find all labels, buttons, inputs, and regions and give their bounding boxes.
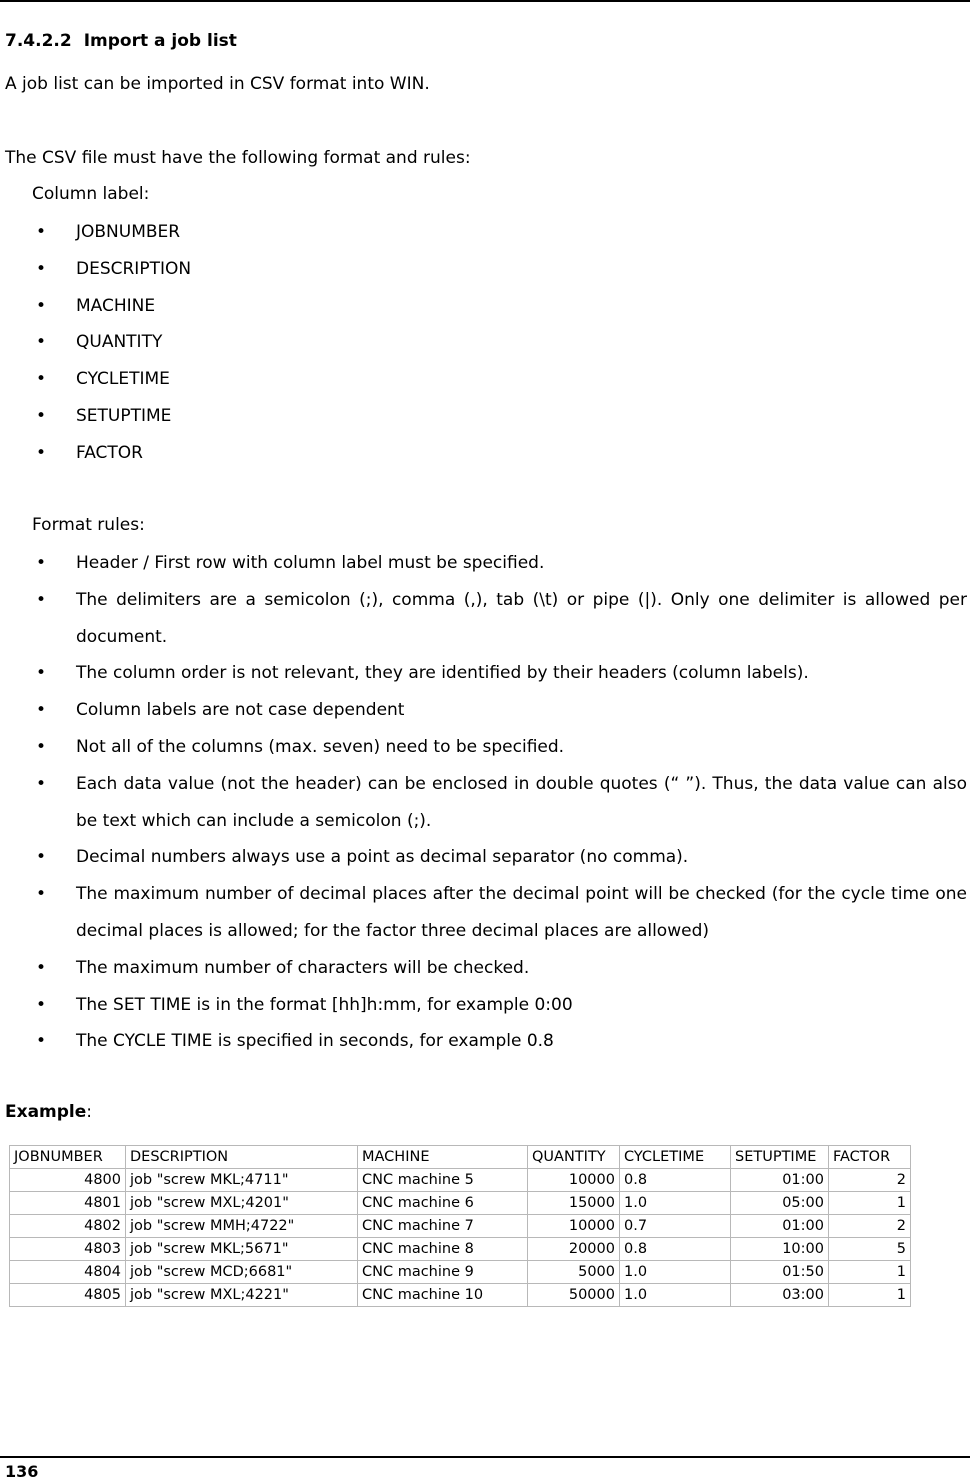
list-item: • MACHINE bbox=[0, 288, 970, 325]
list-item: • The SET TIME is in the format [hh]h:mm, for example 0:00 bbox=[0, 987, 970, 1024]
table-row bbox=[10, 1215, 911, 1238]
table-cell: 20000 bbox=[528, 1238, 620, 1261]
section-number: 7.4.2.2 bbox=[5, 31, 72, 51]
format-rules-list bbox=[0, 545, 970, 1060]
intro-paragraph: A job list can be imported in CSV format into WIN. bbox=[5, 74, 430, 94]
table-cell: 1 bbox=[829, 1284, 911, 1307]
column-header: MACHINE bbox=[358, 1146, 528, 1169]
table-row bbox=[10, 1192, 911, 1215]
list-item: • The column order is not relevant, they are identified by their headers (column labels). bbox=[0, 655, 970, 692]
table-cell: job "screw MCD;6681" bbox=[126, 1261, 358, 1284]
example-label-colon: : bbox=[86, 1102, 93, 1122]
table-cell: 10000 bbox=[528, 1169, 620, 1192]
table-cell: 10000 bbox=[528, 1215, 620, 1238]
column-label-heading: Column label: bbox=[32, 184, 150, 204]
table-cell: 10:00 bbox=[731, 1238, 829, 1261]
table-cell: CNC machine 6 bbox=[358, 1192, 528, 1215]
table-cell: 0.8 bbox=[620, 1169, 731, 1192]
table-cell: 1.0 bbox=[620, 1192, 731, 1215]
table-cell: 4805 bbox=[10, 1284, 126, 1307]
table-cell: 4801 bbox=[10, 1192, 126, 1215]
table-cell: 1.0 bbox=[620, 1284, 731, 1307]
list-item: • Column labels are not case dependent bbox=[0, 692, 970, 729]
table-cell: CNC machine 9 bbox=[358, 1261, 528, 1284]
table-row bbox=[10, 1238, 911, 1261]
table-cell: 4804 bbox=[10, 1261, 126, 1284]
table-cell: 05:00 bbox=[731, 1192, 829, 1215]
table-cell: job "screw MKL;5671" bbox=[126, 1238, 358, 1261]
list-item: • QUANTITY bbox=[0, 324, 970, 361]
table-cell: CNC machine 8 bbox=[358, 1238, 528, 1261]
list-item: • CYCLETIME bbox=[0, 361, 970, 398]
column-label-list bbox=[0, 214, 970, 472]
table-row bbox=[10, 1284, 911, 1307]
footer-rule bbox=[0, 1456, 970, 1458]
table-cell: 1.0 bbox=[620, 1261, 731, 1284]
table-cell: CNC machine 5 bbox=[358, 1169, 528, 1192]
table-cell: 01:00 bbox=[731, 1169, 829, 1192]
table-cell: job "screw MKL;4711" bbox=[126, 1169, 358, 1192]
column-header: FACTOR bbox=[829, 1146, 911, 1169]
table-header-row bbox=[10, 1146, 911, 1169]
list-item: • DESCRIPTION bbox=[0, 251, 970, 288]
list-item: • The delimiters are a semicolon (;), comma (,), tab (\t) or pipe (|). Only one delimiter is allowed per document. bbox=[0, 582, 970, 656]
example-label bbox=[5, 1102, 92, 1122]
list-item: • FACTOR bbox=[0, 435, 970, 472]
table-row bbox=[10, 1169, 911, 1192]
list-item: • The maximum number of characters will be checked. bbox=[0, 950, 970, 987]
table-cell: 4803 bbox=[10, 1238, 126, 1261]
example-job-table bbox=[9, 1145, 911, 1307]
list-item: • Not all of the columns (max. seven) need to be specified. bbox=[0, 729, 970, 766]
table-cell: 01:50 bbox=[731, 1261, 829, 1284]
column-header: JOBNUMBER bbox=[10, 1146, 126, 1169]
column-header: DESCRIPTION bbox=[126, 1146, 358, 1169]
list-item: • SETUPTIME bbox=[0, 398, 970, 435]
table-cell: 1 bbox=[829, 1261, 911, 1284]
list-item: • Header / First row with column label must be specified. bbox=[0, 545, 970, 582]
table-cell: CNC machine 7 bbox=[358, 1215, 528, 1238]
list-item: • The CYCLE TIME is specified in seconds, for example 0.8 bbox=[0, 1023, 970, 1060]
table-cell: CNC machine 10 bbox=[358, 1284, 528, 1307]
list-item: • JOBNUMBER bbox=[0, 214, 970, 251]
format-intro: The CSV file must have the following format and rules: bbox=[5, 148, 471, 168]
table-row bbox=[10, 1261, 911, 1284]
format-rules-heading: Format rules: bbox=[32, 515, 145, 535]
table-cell: job "screw MMH;4722" bbox=[126, 1215, 358, 1238]
example-label-text: Example bbox=[5, 1102, 87, 1122]
table-cell: 4802 bbox=[10, 1215, 126, 1238]
page-number: 136 bbox=[5, 1462, 39, 1481]
table-cell: job "screw MXL;4201" bbox=[126, 1192, 358, 1215]
column-header: CYCLETIME bbox=[620, 1146, 731, 1169]
column-header: QUANTITY bbox=[528, 1146, 620, 1169]
column-header: SETUPTIME bbox=[731, 1146, 829, 1169]
table-cell: 2 bbox=[829, 1215, 911, 1238]
table-cell: job "screw MXL;4221" bbox=[126, 1284, 358, 1307]
table-cell: 1 bbox=[829, 1192, 911, 1215]
section-title: Import a job list bbox=[83, 31, 237, 51]
table-cell: 4800 bbox=[10, 1169, 126, 1192]
table-cell: 0.8 bbox=[620, 1238, 731, 1261]
table-cell: 03:00 bbox=[731, 1284, 829, 1307]
table-cell: 50000 bbox=[528, 1284, 620, 1307]
table-cell: 0.7 bbox=[620, 1215, 731, 1238]
section-heading bbox=[5, 31, 237, 51]
table-cell: 01:00 bbox=[731, 1215, 829, 1238]
table-cell: 15000 bbox=[528, 1192, 620, 1215]
list-item: • The maximum number of decimal places after the decimal point will be checked (for the cycle time one decimal places is allowed; for the factor three decimal places are allowed) bbox=[0, 876, 970, 950]
header-rule bbox=[0, 0, 970, 2]
list-item: • Each data value (not the header) can be enclosed in double quotes (“ ”). Thus, the data value can also be text which can include a semicolon (;). bbox=[0, 766, 970, 840]
table-cell: 5 bbox=[829, 1238, 911, 1261]
table-cell: 5000 bbox=[528, 1261, 620, 1284]
table-cell: 2 bbox=[829, 1169, 911, 1192]
list-item: • Decimal numbers always use a point as decimal separator (no comma). bbox=[0, 839, 970, 876]
